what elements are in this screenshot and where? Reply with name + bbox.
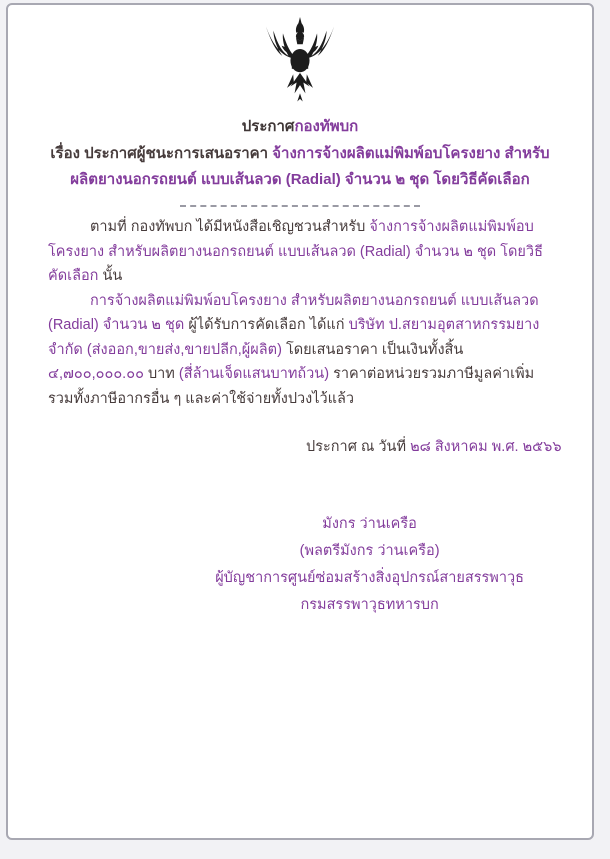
body-paragraph-1 bbox=[48, 215, 552, 289]
text-run: จ้างการจ้างผลิตแม่พิมพ์อบโครงยาง สำหรับผลิตยางนอกรถยนต์ แบบเส้นลวด (Radial) จำนวน ๒ ชุด โดยวิธีคัดเลือก bbox=[48, 219, 543, 284]
date-prefix: ประกาศ ณ วันที่ bbox=[306, 439, 411, 455]
text-run: บาท bbox=[143, 366, 179, 382]
text-run: ตามที่ กองทัพบก ได้มีหนังสือเชิญชวนสำหรับ bbox=[90, 219, 370, 235]
subject-project-name: จ้างการจ้างผลิตแม่พิมพ์อบโครงยาง สำหรับผลิตยางนอกรถยนต์ แบบเส้นลวด (Radial) จำนวน ๒ ชุด โดยวิธีคัดเลือก bbox=[70, 145, 550, 188]
bid-amount-words: (สี่ล้านเจ็ดแสนบาทถ้วน) bbox=[178, 366, 330, 382]
announce-org: กองทัพบก bbox=[294, 118, 359, 135]
signer-title-line1: ผู้บัญชาการศูนย์ซ่อมสร้างสิ่งอุปกรณ์สายสรรพาวุธ bbox=[215, 570, 524, 586]
document-body bbox=[48, 215, 552, 411]
announcement-date-line bbox=[48, 435, 562, 459]
announcement-date: ๒๘ สิงหาคม พ.ศ. ๒๕๖๖ bbox=[410, 439, 562, 455]
document-page bbox=[6, 3, 594, 840]
signer-title-line2: กรมสรรพาวุธทหารบก bbox=[300, 597, 439, 613]
text-run: ราคาต่อหน่วยรวมภาษีมูลค่าเพิ่ม รวมทั้งภาษีอากรอื่น ๆ และค่าใช้จ่ายทั้งปวงไว้แล้ว bbox=[48, 366, 535, 407]
text-run: โดยเสนอราคา เป็นเงินทั้งสิ้น bbox=[285, 341, 464, 358]
signer-name: มังกร ว่านเครือ bbox=[322, 516, 417, 532]
garuda-emblem bbox=[259, 17, 341, 107]
signature-block bbox=[215, 511, 524, 619]
bid-amount: ๔,๗๐๐,๐๐๐.๐๐ bbox=[48, 366, 144, 382]
text-run: การจ้างผลิตแม่พิมพ์อบโครงยาง สำหรับผลิตยางนอกรถยนต์ แบบเส้นลวด (Radial) จำนวน ๒ ชุด bbox=[48, 292, 539, 333]
announcement-header bbox=[48, 116, 552, 138]
text-run: ผู้ได้รับการคัดเลือก ได้แก่ bbox=[188, 317, 349, 333]
emblem-container bbox=[48, 17, 552, 112]
body-paragraph-2 bbox=[48, 289, 552, 412]
text-run: นั้น bbox=[98, 268, 123, 284]
subject-prefix: เรื่อง ประกาศผู้ชนะการเสนอราคา bbox=[50, 145, 273, 162]
signer-name-parenthesized: (พลตรีมังกร ว่านเครือ) bbox=[299, 543, 440, 559]
dashed-divider bbox=[180, 205, 420, 207]
subject-line bbox=[48, 141, 552, 193]
announce-word: ประกาศ bbox=[241, 118, 295, 135]
winner-company-name: บริษัท ป.สยามอุตสาหกรรมยาง จำกัด (ส่งออก,ขายส่ง,ขายปลีก,ผู้ผลิต) bbox=[48, 317, 540, 358]
